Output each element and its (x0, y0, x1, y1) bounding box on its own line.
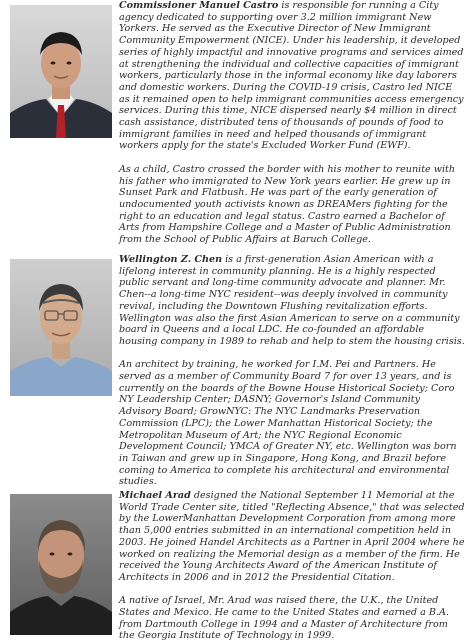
bio-text (119, 490, 465, 642)
person-name: Commissioner Manuel Castro (119, 0, 279, 11)
bio-paragraph-1: Wellington Z. Chen is a first-generation Asian American with a lifelong interest in community planning. He is a highly respected public servant and long-time community advocate and planner. Mr. Chen--a long-time NYC resident--was deeply involved in community revival, including the Downtown Flushing revitalization efforts. Wellington was also the first Asian American to serve on a community board in Queens and a local LDC. He co-founded an affordable housing company in 1989 to rehab and help to stem the housing crisis. (119, 254, 465, 347)
bio-paragraph-2: An architect by training, he worked for I.M. Pei and Partners. He served as a member of Community Board 7 for over 13 years, and is currently on the boards of the Bowne House Historical Society; Coro NY Leadership Center; DASNY; Governor's Island Community Advisory Board; GrowNYC: The NYC Landmarks Preservation Commission (LPC); the Lower Manhattan Historical Society; the Metropolitan Museum of Art; the NYC Regional Economic Development Council; YMCA of Greater NY, etc. Wellington was born in Taiwan and grew up in Singapore, Hong Kong, and Brazil before coming to America to complete his architectural and environmental studies. (119, 359, 457, 488)
bio-text (119, 254, 465, 488)
portrait-illustration (10, 494, 112, 635)
portrait-illustration (10, 5, 112, 138)
person-name: Michael Arad (119, 490, 191, 501)
portrait-photo-castro (10, 5, 112, 138)
bio-paragraph-2: A native of Israel, Mr. Arad was raised there, the U.K., the United States and Mexico. He came to the United States and earned a B.A. from Dartmouth College in 1994 and a Master of Architecture from the Georgia Institute of Technology in 1999. (119, 595, 449, 642)
portrait-photo-arad (10, 494, 112, 635)
portrait-illustration (10, 259, 112, 396)
bio-paragraph-1: Michael Arad designed the National September 11 Memorial at the World Trade Center site, titled "Reflecting Absence," that was selected by the LowerManhattan Development Corporation from among more than 5,000 entries submitted in an international competition held in 2003. He joined Handel Architects as a Partner in April 2004 where he worked on realizing the Memorial design as a member of the firm. He received the Young Architects Award of the American Institute of Architects in 2006 and in 2012 the Presidential Citation. (119, 490, 465, 583)
bio-text (119, 0, 465, 246)
bio-paragraph-1: Commissioner Manuel Castro is responsible for running a City agency dedicated to supporting over 3.2 million immigrant New Yorkers. He served as the Executive Director of New Immigrant Community Empowerment (NICE). Under his leadership, it developed series of highly impactful and innovative programs and services aimed at strengthening the individual and collective capacities of immigrant workers, particularly those in the informal economy like day laborers and domestic workers. During the COVID-19 crisis, Castro led NICE as it remained open to help immigrant communities access emergency services. During this time, NICE dispersed nearly $4 million in direct cash assistance, distributed tens of thousands of pounds of food to immigrant families in need and helped thousands of immigrant workers apply for the state's Excluded Worker Fund (EWF). (119, 0, 464, 152)
portrait-photo-chen (10, 259, 112, 396)
bio-paragraph-2: As a child, Castro crossed the border with his mother to reunite with his father who immigrated to New York years earlier. He grew up in Sunset Park and Flatbush. He was part of the early generation of undocumented youth activists known as DREAMers fighting for the right to an education and legal status. Castro earned a Bachelor of Arts from Hampshire College and a Master of Public Administration from the School of Public Affairs at Baruch College. (119, 163, 456, 246)
person-name: Wellington Z. Chen (119, 254, 223, 265)
